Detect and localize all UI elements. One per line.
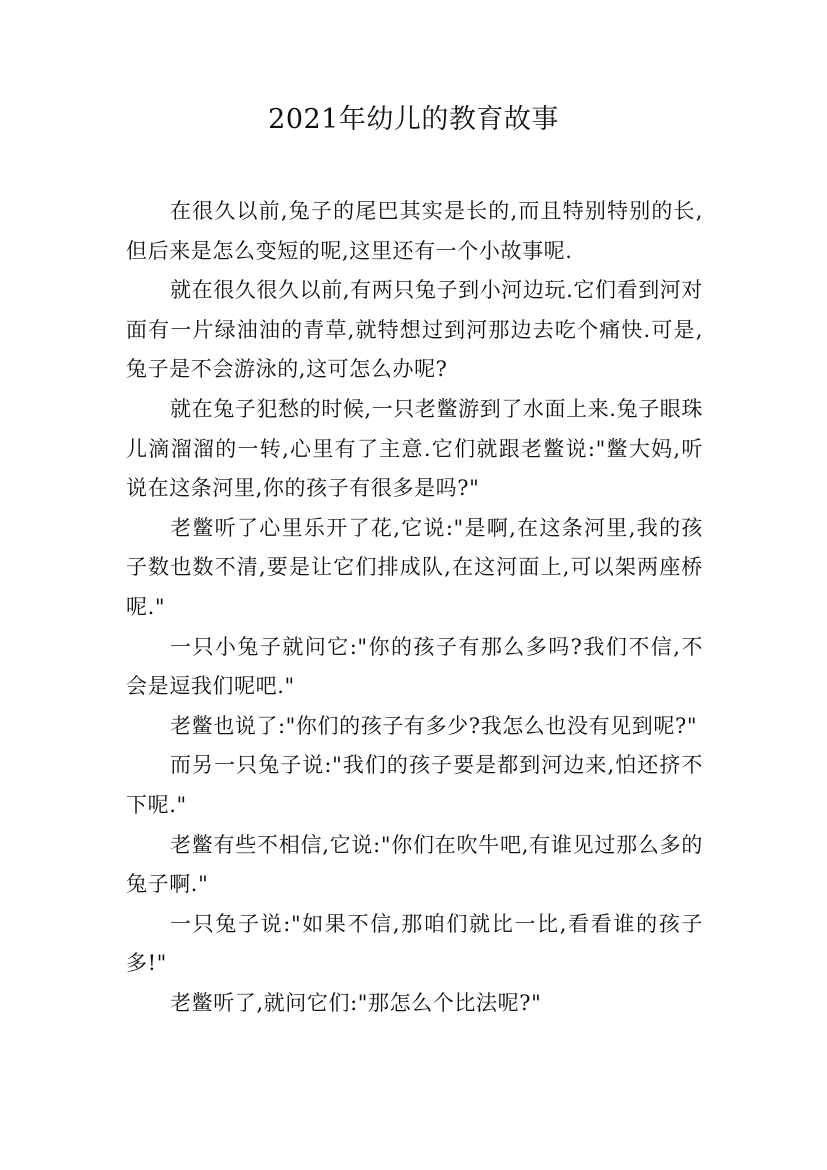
paragraph: 在很久以前,兔子的尾巴其实是长的,而且特别特别的长,但后来是怎么变短的呢,这里还有一个小故事呢.	[126, 199, 703, 263]
paragraph: 就在很久很久以前,有两只兔子到小河边玩.它们看到河对面有一片绿油油的青草,就特想过到河那边去吃个痛快.可是,兔子是不会游泳的,这可怎么办呢?	[126, 278, 703, 382]
paragraph: 老鳖有些不相信,它说:"你们在吹牛吧,有谁见过那么多的兔子啊."	[126, 832, 703, 897]
paragraph: 而另一只兔子说:"我们的孩子要是都到河边来,怕还挤不下呢."	[126, 753, 703, 817]
paragraph: 老鳖听了心里乐开了花,它说:"是啊,在这条河里,我的孩子数也数不清,要是让它们排成队,在这河面上,可以架两座桥呢."	[126, 515, 703, 619]
document-body	[126, 192, 703, 1023]
paragraph: 就在兔子犯愁的时候,一只老鳖游到了水面上来.兔子眼珠儿滴溜溜的一转,心里有了主意.它们就跟老鳖说:"鳖大妈,听说在这条河里,你的孩子有很多是吗?"	[126, 396, 703, 501]
paragraph: 老鳖也说了:"你们的孩子有多少?我怎么也没有见到呢?"	[170, 713, 698, 738]
paragraph: 一只兔子说:"如果不信,那咱们就比一比,看看谁的孩子多!"	[126, 911, 703, 976]
paragraph: 一只小兔子就问它:"你的孩子有那么多吗?我们不信,不会是逗我们呢吧."	[126, 634, 703, 699]
paragraph: 老鳖听了,就问它们:"那怎么个比法呢?"	[170, 990, 542, 1015]
document-title: 2021年幼儿的教育故事	[268, 104, 559, 135]
